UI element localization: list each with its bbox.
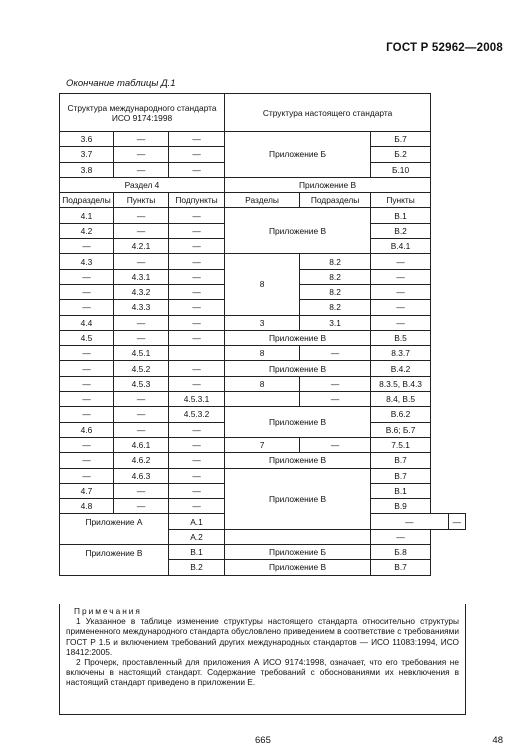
cell: — xyxy=(60,284,114,299)
cell: — xyxy=(114,223,169,238)
cell: 8.2 xyxy=(300,284,371,299)
cell: Приложение В xyxy=(60,545,169,576)
cell: 4.5.3 xyxy=(114,376,169,391)
table-row xyxy=(60,545,466,560)
cell: Б.8 xyxy=(371,545,431,560)
cell: 4.5.3.1 xyxy=(169,392,225,407)
cell: 7.5.1 xyxy=(371,437,431,452)
cell: 3.6 xyxy=(60,132,114,147)
notes-block xyxy=(59,604,466,715)
cell: — xyxy=(448,514,465,529)
cell: Приложение В xyxy=(225,330,371,345)
cell: Раздел 4 xyxy=(60,177,225,192)
cell: В.5 xyxy=(371,330,431,345)
cell: — xyxy=(371,300,431,315)
cell: — xyxy=(60,468,114,483)
cell: 4.1 xyxy=(60,208,114,223)
cell: — xyxy=(114,162,169,177)
cell: 8.2 xyxy=(300,269,371,284)
cell: — xyxy=(114,392,169,407)
cell: В.2 xyxy=(371,223,431,238)
cell: — xyxy=(169,284,225,299)
cell: — xyxy=(300,376,371,391)
cell: В.6.2 xyxy=(371,407,431,422)
cell: 8.2 xyxy=(300,254,371,269)
cell: Разделы xyxy=(225,193,300,208)
cell: — xyxy=(60,346,114,361)
table-row xyxy=(60,177,466,192)
page-number-right: 48 xyxy=(492,735,503,746)
cell: Б.10 xyxy=(371,162,431,177)
cell: В.7 xyxy=(371,560,431,575)
cell: — xyxy=(114,254,169,269)
cell: 4.2.1 xyxy=(114,239,169,254)
cell: В.2 xyxy=(169,560,225,575)
cell: 8.3.5, В.4.3 xyxy=(371,376,431,391)
cell: — xyxy=(169,254,225,269)
cell xyxy=(169,346,225,361)
cell: — xyxy=(371,514,449,529)
cell: 4.3.1 xyxy=(114,269,169,284)
cell: Приложение В xyxy=(225,560,371,575)
cell: Приложение Б xyxy=(225,132,371,178)
cell: 8 xyxy=(225,376,300,391)
cell: 4.6.2 xyxy=(114,453,169,468)
cell: — xyxy=(300,437,371,452)
cell: — xyxy=(169,361,225,376)
cell: — xyxy=(114,208,169,223)
cell: 4.5.3.2 xyxy=(169,407,225,422)
cell: В.4.1 xyxy=(371,239,431,254)
cell: — xyxy=(114,483,169,498)
cell: Приложение В xyxy=(225,453,371,468)
cell: 4.6.1 xyxy=(114,437,169,452)
table-row xyxy=(60,361,466,376)
cell: — xyxy=(371,284,431,299)
cell: — xyxy=(169,147,225,162)
cell: 4.5.2 xyxy=(114,361,169,376)
cell: — xyxy=(169,483,225,498)
table-row xyxy=(60,208,466,223)
cell: 4.2 xyxy=(60,223,114,238)
cell xyxy=(225,392,300,407)
standard-number: ГОСТ Р 52962—2008 xyxy=(386,42,503,54)
cell: Приложение А xyxy=(60,514,169,545)
cell: — xyxy=(60,361,114,376)
cell: — xyxy=(114,499,169,514)
cell: Приложение В xyxy=(225,177,431,192)
cell: 3.8 xyxy=(60,162,114,177)
note-2: 2 Прочерк, проставленный для приложения А ИСО 9174:1998, означает, что его требования не включены в настоящий стандарт. Содержание требований с обоснованиями их невключения в настоящий стандарт приведено в приложении Е. xyxy=(66,657,459,688)
cell: Пункты xyxy=(114,193,169,208)
cell: 4.6.3 xyxy=(114,468,169,483)
cell: В.1 xyxy=(371,208,431,223)
table-caption: Окончание таблицы Д.1 xyxy=(66,78,176,89)
cell: В.7 xyxy=(371,468,431,483)
table-row xyxy=(60,315,466,330)
note-1: 1 Указанное в таблице изменение структуры настоящего стандарта относительно структуры примененного международного стандарта обусловлено приведением в соответствие с требованиями ГОСТ Р 1.5 и включением требований других международных стандартов — ИСО 11083:1994, ИСО 18412:2005. xyxy=(66,616,459,657)
cell: — xyxy=(114,330,169,345)
cell: — xyxy=(371,269,431,284)
cell: — xyxy=(169,330,225,345)
cell: — xyxy=(169,239,225,254)
cell: — xyxy=(60,407,114,422)
cell: 4.4 xyxy=(60,315,114,330)
cell: В.1 xyxy=(169,545,225,560)
column-header-row xyxy=(60,193,466,208)
cell: — xyxy=(169,162,225,177)
table-row xyxy=(60,132,466,147)
cell: Подпункты xyxy=(169,193,225,208)
cell: 4.5.1 xyxy=(114,346,169,361)
cell: 4.3.2 xyxy=(114,284,169,299)
cell: 8 xyxy=(225,346,300,361)
table-row xyxy=(60,330,466,345)
cell: Б.7 xyxy=(371,132,431,147)
cell: В.9 xyxy=(371,499,431,514)
cell: 4.7 xyxy=(60,483,114,498)
cell: В.7 xyxy=(371,453,431,468)
cell: — xyxy=(169,269,225,284)
table-row xyxy=(60,468,466,483)
notes-title: Примечания xyxy=(74,606,142,616)
cell: В.1 xyxy=(371,483,431,498)
cell xyxy=(225,529,371,544)
cell: 4.8 xyxy=(60,499,114,514)
cell: 4.6 xyxy=(60,422,114,437)
cell: — xyxy=(371,529,431,544)
cell: — xyxy=(169,453,225,468)
table-row xyxy=(60,453,466,468)
cell: — xyxy=(114,132,169,147)
table-row xyxy=(60,254,466,269)
cell: — xyxy=(169,315,225,330)
cell: — xyxy=(371,315,431,330)
cell: — xyxy=(60,453,114,468)
cell: — xyxy=(60,269,114,284)
cell: 4.3.3 xyxy=(114,300,169,315)
cell: — xyxy=(371,254,431,269)
cell: 8.3.7 xyxy=(371,346,431,361)
cell: А.1 xyxy=(169,514,225,529)
cell: Пункты xyxy=(371,193,431,208)
cell: Приложение В xyxy=(225,407,371,438)
cell: Подразделы xyxy=(60,193,114,208)
cell: — xyxy=(169,468,225,483)
cell: — xyxy=(60,437,114,452)
this-structure-header: Структура настоящего стандарта xyxy=(225,94,431,132)
cell: 7 xyxy=(225,437,300,452)
cell: 3.7 xyxy=(60,147,114,162)
cell: — xyxy=(169,437,225,452)
cell: — xyxy=(169,300,225,315)
cell: — xyxy=(114,422,169,437)
cell: Приложение Б xyxy=(225,545,371,560)
cell: — xyxy=(169,208,225,223)
iso-structure-header: Структура международного стандарта ИСО 9174:1998 xyxy=(60,94,225,132)
cell: В.6; Б.7 xyxy=(371,422,431,437)
cell: — xyxy=(169,132,225,147)
cell: Б.2 xyxy=(371,147,431,162)
table-row xyxy=(60,392,466,407)
cell: — xyxy=(169,499,225,514)
cell: 3 xyxy=(225,315,300,330)
table-row xyxy=(60,437,466,452)
cell: 8.4, В.5 xyxy=(371,392,431,407)
table-header-row xyxy=(60,94,466,132)
cell: — xyxy=(60,300,114,315)
cell: А.2 xyxy=(169,529,225,544)
cell: Приложение В xyxy=(225,361,371,376)
table-row xyxy=(60,407,466,422)
cell: — xyxy=(169,223,225,238)
table-row xyxy=(60,346,466,361)
page-number-center: 665 xyxy=(255,735,271,746)
cell: — xyxy=(60,239,114,254)
cell: — xyxy=(169,422,225,437)
cell: — xyxy=(60,392,114,407)
cell: 4.3 xyxy=(60,254,114,269)
cell: В.4.2 xyxy=(371,361,431,376)
correspondence-table xyxy=(59,93,466,576)
cell: — xyxy=(114,315,169,330)
cell: — xyxy=(169,376,225,391)
cell: Подразделы xyxy=(300,193,371,208)
cell: — xyxy=(300,392,371,407)
cell: 4.5 xyxy=(60,330,114,345)
table-row xyxy=(60,376,466,391)
cell: 8.2 xyxy=(300,300,371,315)
cell: Приложение В xyxy=(225,208,371,254)
cell: — xyxy=(300,346,371,361)
cell: Приложение В xyxy=(225,468,371,529)
cell: — xyxy=(60,376,114,391)
cell: — xyxy=(114,147,169,162)
cell: 3.1 xyxy=(300,315,371,330)
cell: — xyxy=(114,407,169,422)
cell: 8 xyxy=(225,254,300,315)
